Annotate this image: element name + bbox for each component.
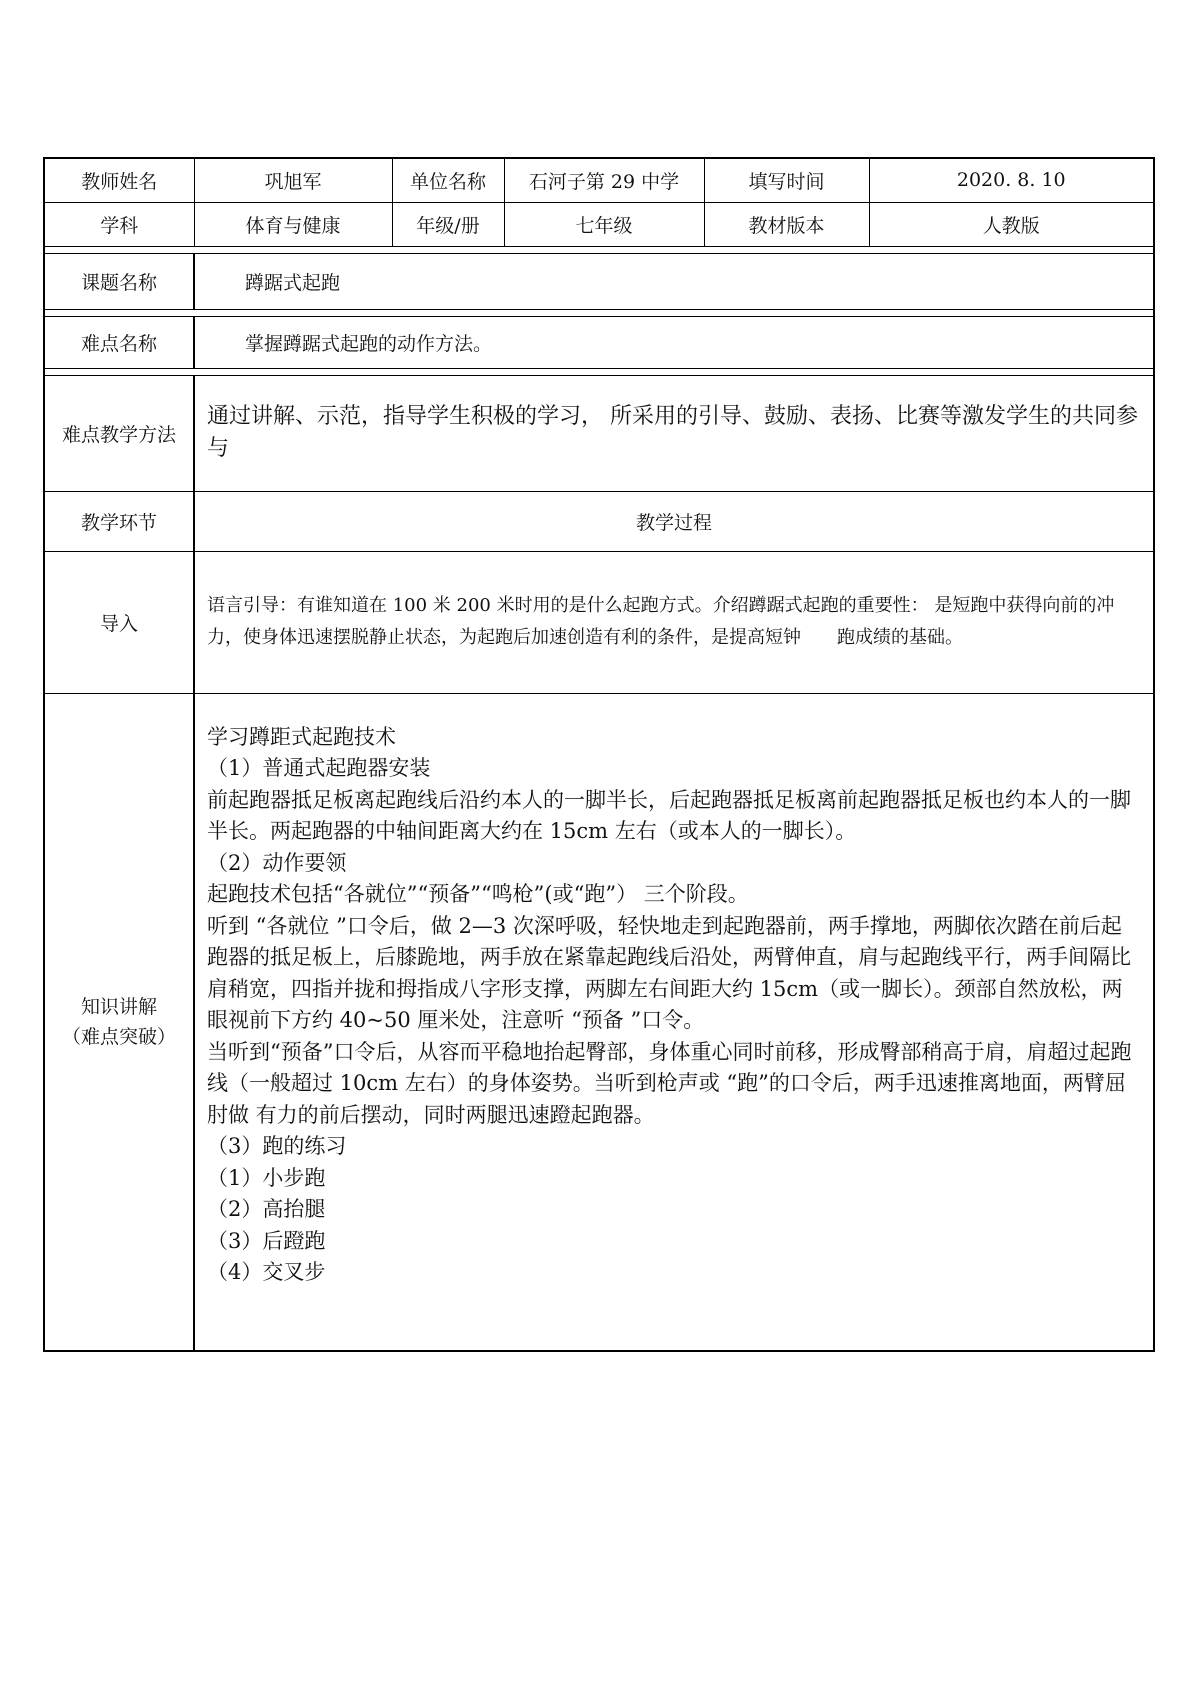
topic-value: 蹲踞式起跑 — [194, 253, 1154, 309]
method-label: 难点教学方法 — [44, 375, 194, 491]
knowledge-paragraph: （3）跑的练习 — [207, 1134, 347, 1158]
subject-label: 学科 — [44, 202, 194, 246]
process-header-value: 教学过程 — [194, 491, 1154, 551]
process-stage-label: 教学环节 — [44, 491, 194, 551]
row-gap — [44, 368, 1154, 375]
knowledge-row — [44, 693, 1154, 1351]
knowledge-paragraph: （4）交叉步 — [207, 1260, 326, 1284]
knowledge-paragraph: 起跑技术包括“各就位”“预备”“鸣枪”(或“跑”） 三个阶段。 — [207, 882, 749, 906]
header-row-1 — [44, 158, 1154, 202]
header-row-2 — [44, 202, 1154, 246]
grade-label: 年级/册 — [392, 202, 504, 246]
knowledge-content — [194, 693, 1154, 1351]
knowledge-label-cell — [44, 693, 194, 1351]
fill-time-value: 2020. 8. 10 — [869, 158, 1154, 202]
difficulty-row — [44, 316, 1154, 368]
method-value: 通过讲解、示范，指导学生积极的学习， 所采用的引导、鼓励、表扬、比赛等激发学生的共同参与 — [194, 375, 1154, 491]
knowledge-paragraph: 听到 “各就位 ”口令后，做 2—3 次深呼吸，轻快地走到起跑器前，两手撑地，两脚依次踏在前后起跑器的抵足板上，后膝跪地，两手放在紧靠起跑线后沿处，两臂伸直，肩与起跑线平行，两手间隔比肩稍宽，四指并拢和拇指成八字形支撑，两脚左右间距大约 15cm（或一脚长）。颈部自然放松，两眼视前下方约 40~50 厘米处，注意听 “预备 ”口令。 — [207, 913, 1131, 1032]
grade-value: 七年级 — [504, 202, 704, 246]
intro-row — [44, 551, 1154, 693]
lesson-plan-table — [43, 157, 1155, 1352]
row-gap — [44, 309, 1154, 316]
knowledge-paragraph: （2）动作要领 — [207, 850, 347, 875]
knowledge-label-line2: （难点突破） — [61, 1025, 176, 1048]
topic-row — [44, 253, 1154, 309]
difficulty-value: 掌握蹲踞式起跑的动作方法。 — [194, 316, 1154, 368]
unit-name-label: 单位名称 — [392, 158, 504, 202]
difficulty-label: 难点名称 — [44, 316, 194, 368]
method-row — [44, 375, 1154, 491]
knowledge-paragraph: （3）后蹬跑 — [207, 1228, 326, 1253]
knowledge-paragraph: （2）高抬腿 — [207, 1197, 326, 1221]
unit-name-value: 石河子第 29 中学 — [504, 158, 704, 202]
knowledge-paragraph: （1）普通式起跑器安装 — [207, 756, 431, 780]
knowledge-paragraph: 前起跑器抵足板离起跑线后沿约本人的一脚半长，后起跑器抵足板离前起跑器抵足板也约本人的一脚半长。两起跑器的中轴间距离大约在 15cm 左右（或本人的一脚长）。 — [207, 787, 1131, 843]
subject-value: 体育与健康 — [194, 202, 392, 246]
topic-label: 课题名称 — [44, 253, 194, 309]
intro-value: 语言引导：有谁知道在 100 米 200 米时用的是什么起跑方式。介绍蹲踞式起跑的重要性： 是短跑中获得向前的冲力，使身体迅速摆脱静止状态，为起跑后加速创造有利的条件，是提高短钟 跑成绩的基础。 — [194, 551, 1154, 693]
knowledge-paragraph: 当听到“预备”口令后，从容而平稳地抬起臀部，身体重心同时前移，形成臀部稍高于肩，肩超过起跑 线（一般超过 10cm 左右）的身体姿势。当听到枪声或 “跑”的口令后，两手迅速推离地面，两臂屈肘做 有力的前后摆动，同时两腿迅速蹬起跑器。 — [207, 1039, 1132, 1127]
teacher-name-value: 巩旭军 — [194, 158, 392, 202]
teacher-name-label: 教师姓名 — [44, 158, 194, 202]
intro-label: 导入 — [44, 551, 194, 693]
edition-value: 人教版 — [869, 202, 1154, 246]
knowledge-label-line1: 知识讲解 — [80, 995, 157, 1018]
fill-time-label: 填写时间 — [704, 158, 869, 202]
knowledge-paragraph: （1）小步跑 — [207, 1165, 326, 1190]
row-gap — [44, 246, 1154, 253]
edition-label: 教材版本 — [704, 202, 869, 246]
knowledge-paragraph: 学习蹲距式起跑技术 — [207, 724, 396, 749]
process-header-row — [44, 491, 1154, 551]
